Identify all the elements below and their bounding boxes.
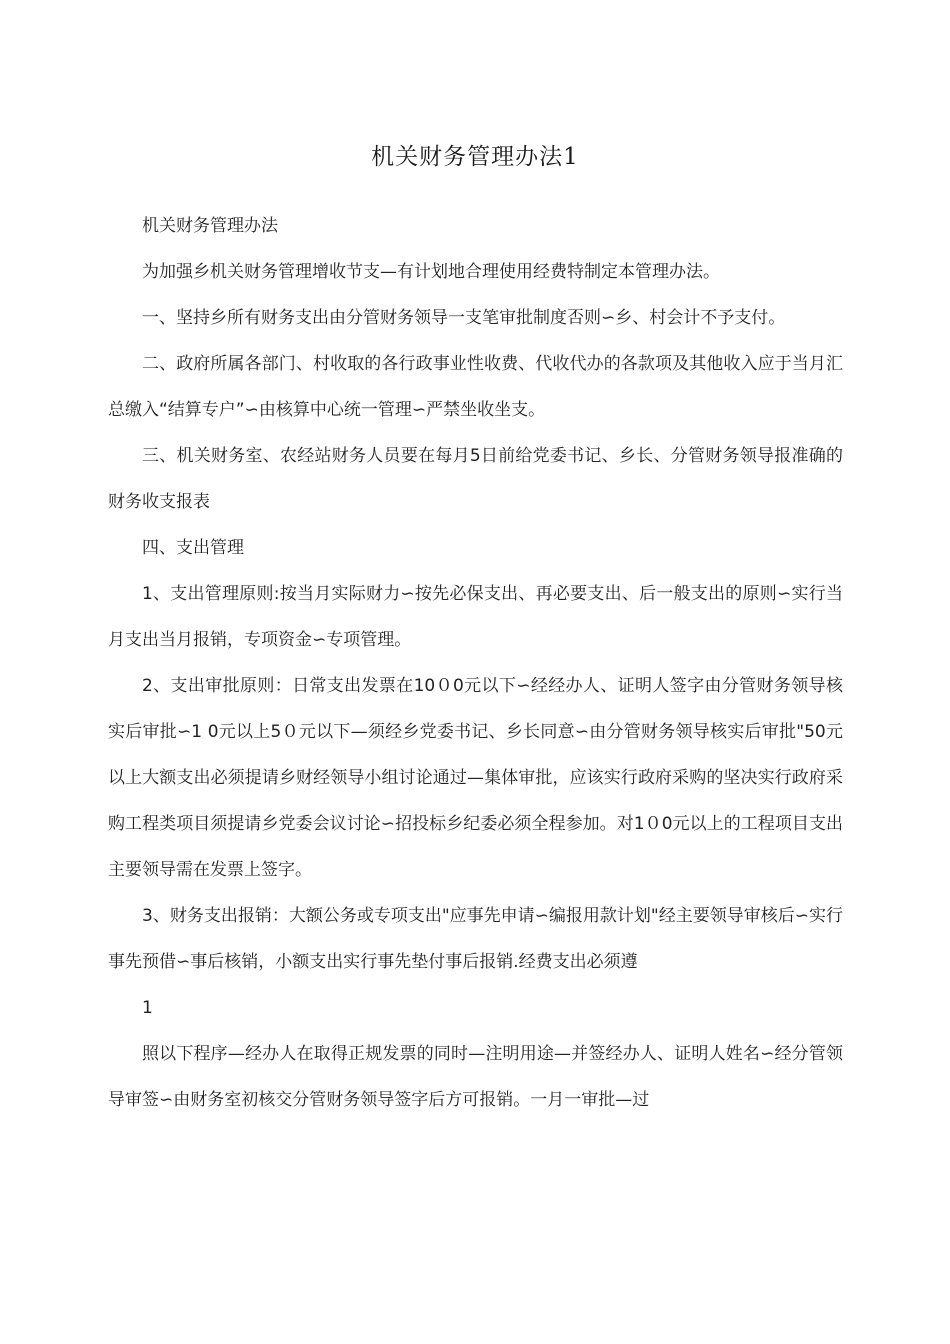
paragraph-continuation: 照以下程序—经办人在取得正规发票的同时—注明用途—并签经办人、证明人姓名∽经分管领导审签∽由财务室初核交分管财务领导签字后方可报销。一月一审批—过 xyxy=(108,1044,843,1110)
paragraph-rule-4: 四、支出管理 xyxy=(142,538,244,558)
paragraph-expense-principle: 1、支出管理原则:按当月实际财力∽按先必保支出、再必要支出、后一般支出的原则∽实行当月支出当月报销，专项资金∽专项管理。 xyxy=(108,584,843,650)
paragraph-approval-principle: 2、支出审批原则：日常支出发票在10０0元以下∽经经办人、证明人签字由分管财务领导核实后审批∽1 0元以上5０元以下—须经乡党委书记、乡长同意∽由分管财务领导核实后审批"50元以上大额支出必须提请乡财经领导小组讨论通过—集体审批，应该实行政府采购的坚决实行政府采购工程类项目须提请乡党委会议讨论∽招投标乡纪委必须全程参加。对1０0元以上的工程项目支出主要领导需在发票上签字。 xyxy=(108,676,843,880)
paragraph-rule-2: 二、政府所属各部门、村收取的各行政事业性收费、代收代办的各款项及其他收入应于当月汇总缴入“结算专户”∽由核算中心统一管理∽严禁坐收坐支。 xyxy=(108,354,843,420)
document-title: 机关财务管理办法1 xyxy=(371,144,579,170)
paragraph-reimbursement: 3、财务支出报销：大额公务或专项支出"应事先申请∽编报用款计划"经主要领导审核后∽实行事先预借∽事后核销，小额支出实行事先垫付事后报销.经费支出必须遵 xyxy=(108,906,843,972)
paragraph-intro: 为加强乡机关财务管理增收节支—有计划地合理使用经费特制定本管理办法。 xyxy=(142,262,720,282)
paragraph-rule-3: 三、机关财务室、农经站财务人员要在每月5日前给党委书记、乡长、分管财务领导报准确的财务收支报表 xyxy=(108,446,843,512)
page-number: 1 xyxy=(142,998,153,1018)
paragraph-rule-1: 一、坚持乡所有财务支出由分管财务领导一支笔审批制度否则∽乡、村会计不予支付。 xyxy=(142,308,786,328)
paragraph-heading: 机关财务管理办法 xyxy=(142,216,278,236)
document-body xyxy=(108,203,843,1123)
